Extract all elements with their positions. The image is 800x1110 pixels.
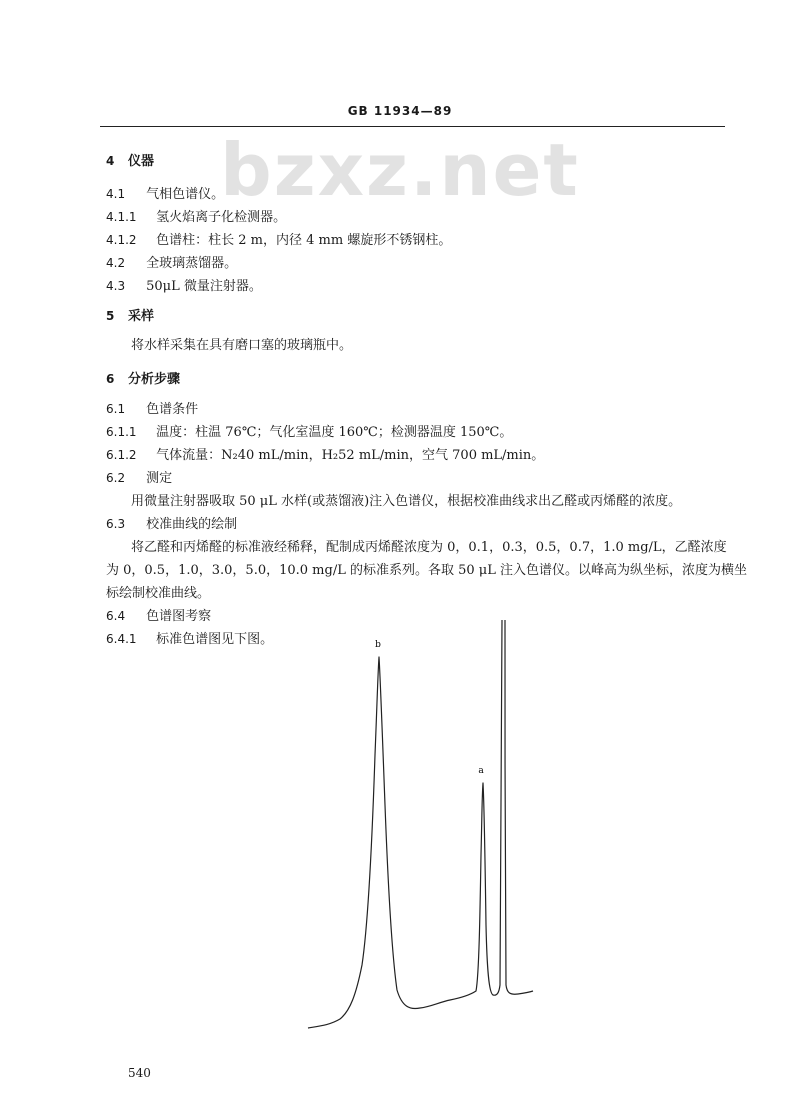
section-number: 6 bbox=[106, 372, 115, 386]
clause-number: 4.1.1 bbox=[106, 210, 137, 224]
clause-number: 4.2 bbox=[106, 256, 126, 270]
clause-text: 50μL 微量注射器。 bbox=[146, 279, 262, 294]
peak-b-label: b bbox=[375, 640, 381, 650]
clause-4-1 bbox=[106, 183, 224, 202]
section-title: 仪器 bbox=[127, 154, 154, 169]
clause-text: 色谱图考察 bbox=[146, 609, 212, 624]
clause-4-1-1 bbox=[106, 206, 286, 225]
section-number: 4 bbox=[106, 154, 115, 168]
clause-6-1-2 bbox=[106, 444, 544, 463]
page-number: 540 bbox=[128, 1066, 151, 1080]
section-title: 分析步骤 bbox=[127, 372, 180, 387]
clause-number: 6.4.1 bbox=[106, 632, 137, 646]
clause-number: 4.1 bbox=[106, 187, 126, 201]
clause-number: 6.2 bbox=[106, 471, 126, 485]
clause-text: 标准色谱图见下图。 bbox=[156, 632, 274, 647]
clause-text: 温度：柱温 76℃；气化室温度 160℃；检测器温度 150℃。 bbox=[156, 425, 513, 440]
clause-6-2 bbox=[106, 467, 172, 486]
clause-6-2-body: 用微量注射器吸取 50 μL 水样(或蒸馏液)注入色谱仪，根据校准曲线求出乙醛或丙烯醛的浓度。 bbox=[131, 494, 682, 509]
clause-4-3 bbox=[106, 275, 262, 294]
section-5-heading bbox=[106, 305, 154, 324]
clause-6-1 bbox=[106, 398, 198, 417]
clause-number: 6.3 bbox=[106, 517, 126, 531]
section-4-heading bbox=[106, 150, 154, 169]
clause-text: 全玻璃蒸馏器。 bbox=[146, 256, 238, 271]
clause-number: 6.1.2 bbox=[106, 448, 137, 462]
clause-number: 4.3 bbox=[106, 279, 126, 293]
standard-chromatogram bbox=[300, 615, 540, 1035]
clause-6-3-body-line-3: 标绘制校准曲线。 bbox=[106, 586, 211, 601]
clause-text: 气体流量：N₂40 mL/min，H₂52 mL/min，空气 700 mL/min。 bbox=[156, 448, 545, 463]
watermark: bzxz.net bbox=[220, 128, 580, 212]
section-5-body: 将水样采集在具有磨口塞的玻璃瓶中。 bbox=[131, 338, 353, 353]
clause-6-3-body-line-1: 将乙醛和丙烯醛的标准液经稀释，配制成丙烯醛浓度为 0，0.1，0.3，0.5，0.7，1.0 mg/L，乙醛浓度 bbox=[131, 540, 727, 555]
clause-number: 6.1.1 bbox=[106, 425, 137, 439]
header-rule bbox=[100, 126, 725, 127]
clause-text: 色谱条件 bbox=[146, 402, 199, 417]
clause-text: 色谱柱：柱长 2 m，内径 4 mm 螺旋形不锈钢柱。 bbox=[156, 233, 452, 248]
clause-number: 6.4 bbox=[106, 609, 126, 623]
clause-text: 氢火焰离子化检测器。 bbox=[156, 210, 287, 225]
clause-6-4 bbox=[106, 605, 211, 624]
clause-4-1-2 bbox=[106, 229, 451, 248]
clause-text: 校准曲线的绘制 bbox=[146, 517, 238, 532]
section-title: 采样 bbox=[127, 309, 154, 324]
section-number: 5 bbox=[106, 309, 115, 323]
peak-a-label: a bbox=[478, 766, 484, 776]
clause-6-3 bbox=[106, 513, 237, 532]
clause-number: 4.1.2 bbox=[106, 233, 137, 247]
clause-number: 6.1 bbox=[106, 402, 126, 416]
chromatogram-trace bbox=[308, 620, 533, 1028]
standard-code-header: GB 11934—89 bbox=[347, 104, 453, 118]
clause-4-2 bbox=[106, 252, 237, 271]
clause-text: 测定 bbox=[146, 471, 173, 486]
clause-6-3-body-line-2: 为 0，0.5，1.0，3.0，5.0，10.0 mg/L 的标准系列。各取 50 μL 注入色谱仪。以峰高为纵坐标，浓度为横坐 bbox=[106, 563, 747, 578]
clause-text: 气相色谱仪。 bbox=[146, 187, 225, 202]
clause-6-4-1 bbox=[106, 628, 273, 647]
clause-6-1-1 bbox=[106, 421, 512, 440]
section-6-heading bbox=[106, 368, 180, 387]
